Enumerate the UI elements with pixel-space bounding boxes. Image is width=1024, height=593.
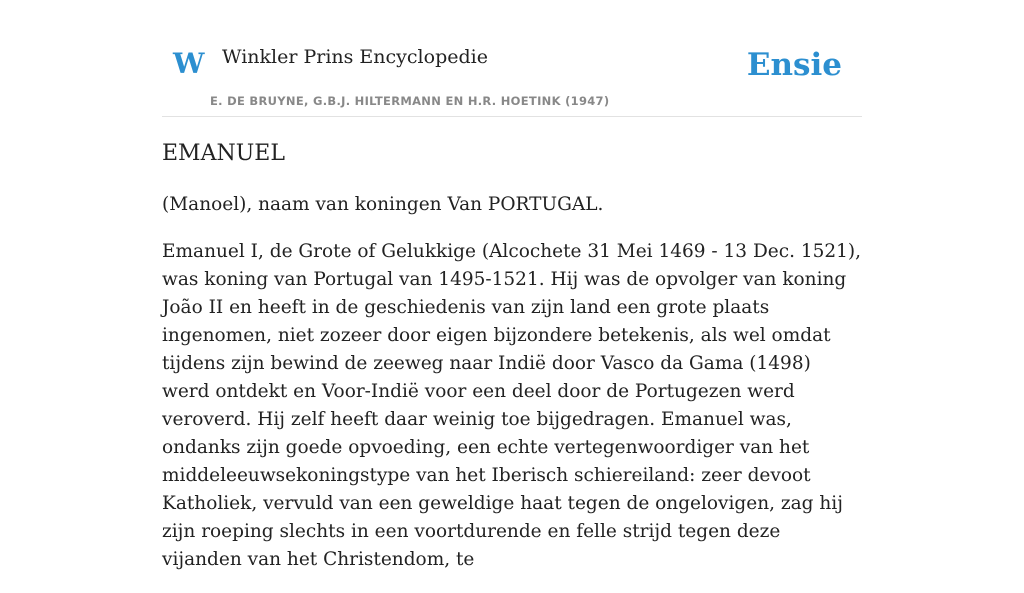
article-intro: (Manoel), naam van koningen Van PORTUGAL.: [162, 193, 604, 215]
winkler-prins-logo[interactable]: W: [173, 47, 205, 80]
article: [162, 140, 862, 593]
publication-title[interactable]: Winkler Prins Encyclopedie: [222, 46, 488, 68]
ensie-logo-link[interactable]: Ensie: [746, 47, 842, 83]
publication-authors: E. DE BRUYNE, G.B.J. HILTERMANN EN H.R. HOETINK (1947): [210, 94, 610, 108]
article-body: Emanuel I, de Grote of Gelukkige (Alcochete 31 Mei 1469 - 13 Dec. 1521), was koning van Portugal van 1495-1521. Hij was de opvolger van koning João II en heeft in de geschiedenis van zijn land een grote plaats ingenomen, niet zozeer door eigen bijzondere betekenis, als wel omdat tijdens zijn bewind de zeeweg naar Indië door Vasco da Gama (1498) werd ontdekt en Voor-Indië voor een deel door de Portugezen werd veroverd. Hij zelf heeft daar weinig toe bijgedragen. Emanuel was, ondanks zijn goede opvoeding, een echte vertegenwoordiger van het middeleeuwsekoningstype van het Iberisch schiereiland: zeer devoot Katholiek, vervuld van een geweldige haat tegen de ongelovigen, zag hij zijn roeping slechts in een voortdurende en felle strijd tegen deze vijanden van het Christendom, te: [162, 240, 862, 570]
site-header: [162, 0, 862, 117]
article-title: EMANUEL: [162, 141, 285, 166]
